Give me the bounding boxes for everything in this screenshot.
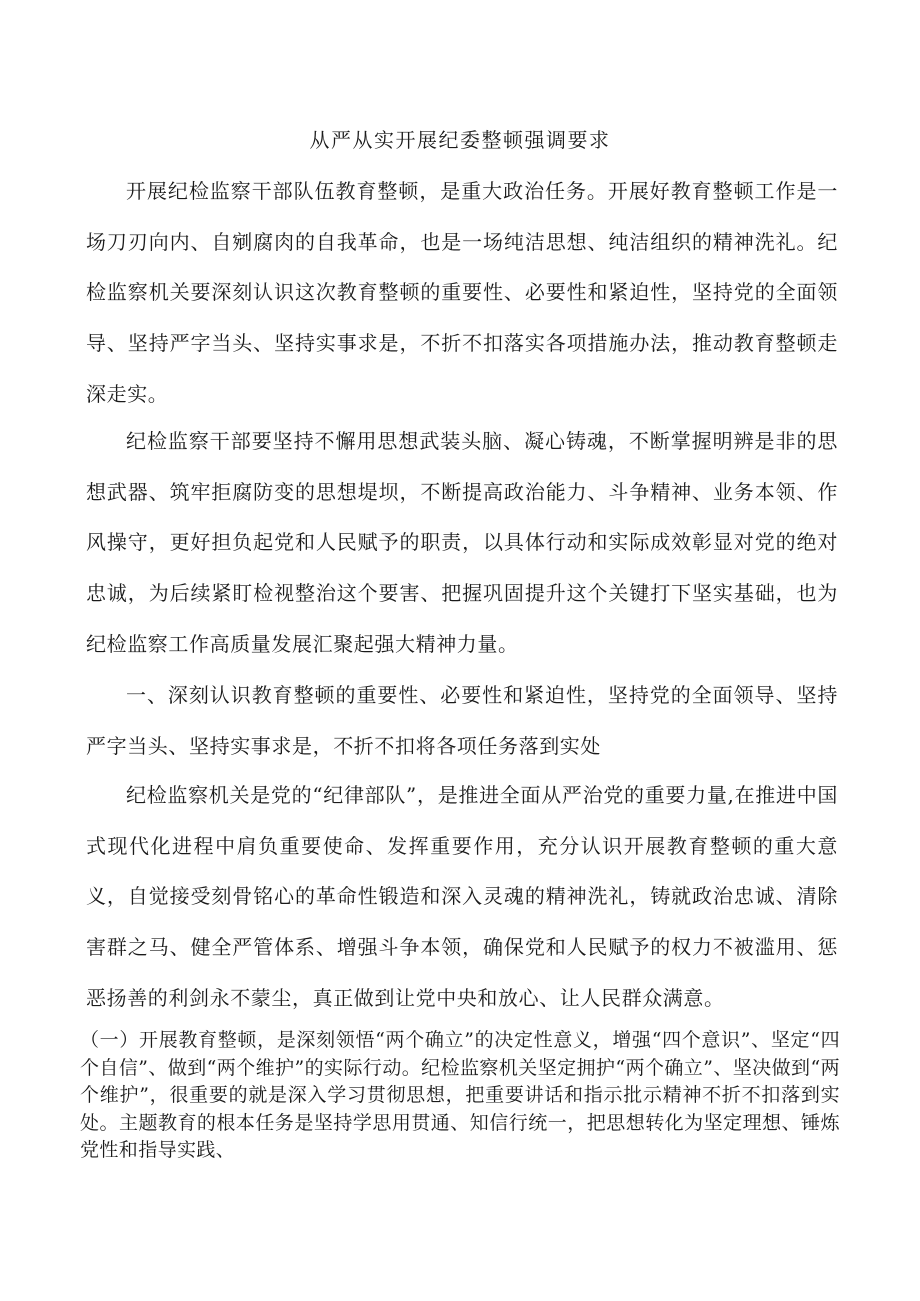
subsection-paragraph-1: （一）开展教育整顿，是深刻领悟“两个确立”的决定性意义，增强“四个意识”、坚定“四个自信”、做到“两个维护”的实际行动。纪检监察机关坚定拥护“两个确立”、坚决做到“两个维护”，很重要的就是深入学习贯彻思想，把重要讲话和指示批示精神不折不扣落到实处。主题教育的根本任务是坚持学思用贯通、知信行统一，把思想转化为坚定理想、锤炼党性和指导实践、 bbox=[80, 1029, 840, 1162]
document-title: 从严从实开展纪委整顿强调要求 bbox=[309, 128, 611, 152]
body-paragraph-3: 纪检监察机关是党的“纪律部队”，是推进全面从严治党的重要力量,在推进中国式现代化进程中肩负重要使命、发挥重要作用，充分认识开展教育整顿的重大意义，自觉接受刻骨铭心的革命性锻造和深入灵魂的精神洗礼，铸就政治忠诚、清除害群之马、健全严管体系、增强斗争本领，确保党和人民赋予的权力不被滥用、惩恶扬善的利剑永不蒙尘，真正做到让党中央和放心、让人民群众满意。 bbox=[86, 783, 838, 1010]
body-paragraph-1: 开展纪检监察干部队伍教育整顿，是重大政治任务。开展好教育整顿工作是一场刀刃向内、自剜腐肉的自我革命，也是一场纯洁思想、纯洁组织的精神洗礼。纪检监察机关要深刻认识这次教育整顿的重要性、必要性和紧迫性，坚持党的全面领导、坚持严字当头、坚持实事求是，不折不扣落实各项措施办法，推动教育整顿走深走实。 bbox=[86, 179, 838, 406]
section-heading-1: 一、深刻认识教育整顿的重要性、必要性和紧迫性，坚持党的全面领导、坚持严字当头、坚持实事求是，不折不扣将各项任务落到实处 bbox=[86, 683, 838, 758]
body-paragraph-2: 纪检监察干部要坚持不懈用思想武装头脑、凝心铸魂，不断掌握明辨是非的思想武器、筑牢拒腐防变的思想堤坝，不断提高政治能力、斗争精神、业务本领、作风操守，更好担负起党和人民赋予的职责，以具体行动和实际成效彰显对党的绝对忠诚，为后续紧盯检视整治这个要害、把握巩固提升这个关键打下坚实基础，也为纪检监察工作高质量发展汇聚起强大精神力量。 bbox=[86, 429, 838, 656]
